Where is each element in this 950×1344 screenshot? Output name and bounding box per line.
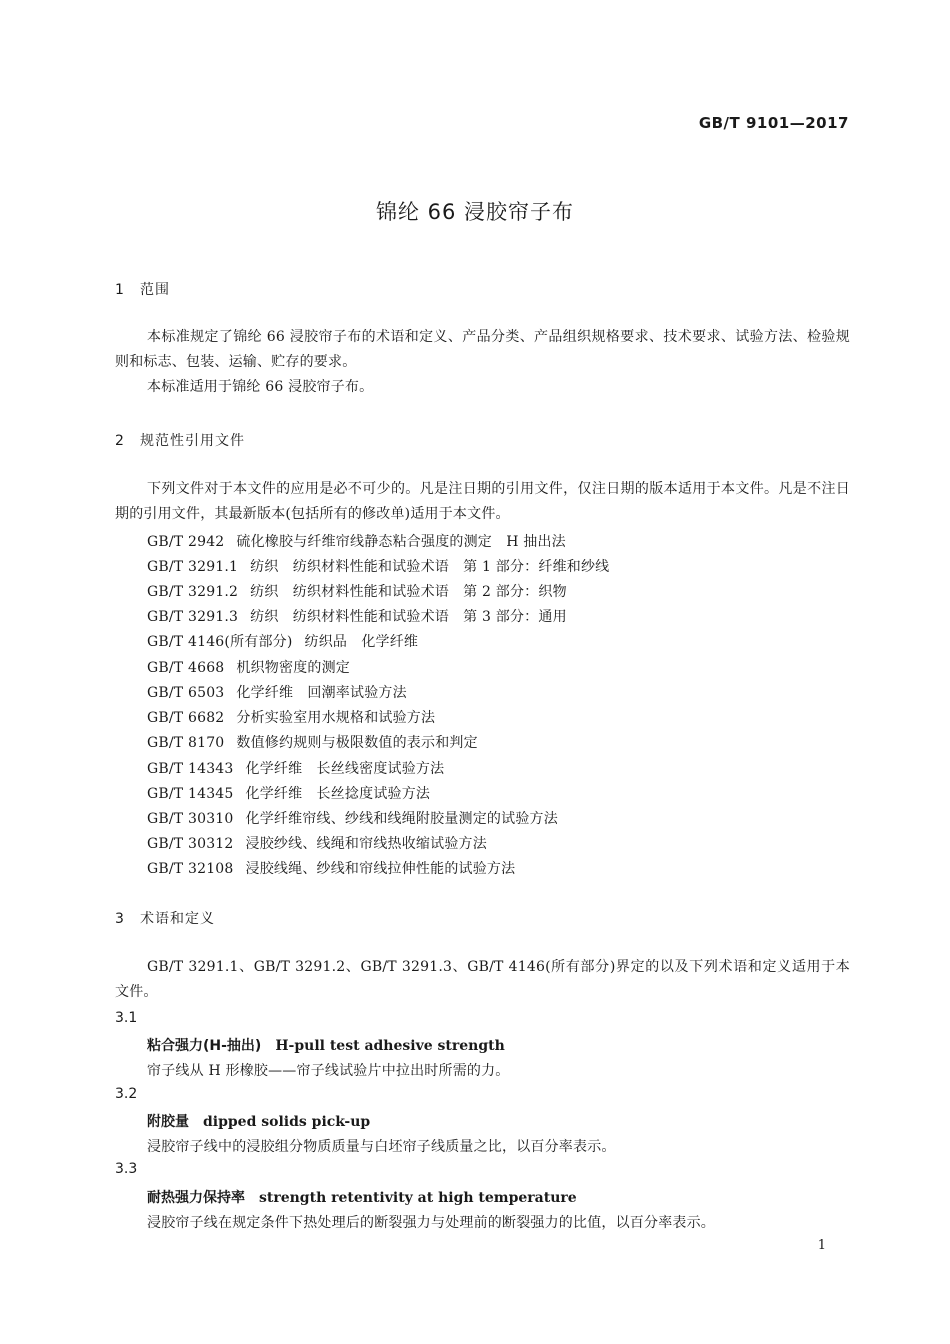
reference-code: GB/T 4146(所有部分)	[147, 634, 293, 650]
reference-title: 化学纤维 长丝线密度试验方法	[245, 761, 445, 777]
section-1-paragraph-1: 本标准规定了锦纶 66 浸胶帘子布的术语和定义、产品分类、产品组织规格要求、技术要求、试验方法、检验规则和标志、包装、运输、贮存的要求。	[115, 329, 850, 370]
reference-code: GB/T 14345	[147, 786, 234, 802]
reference-item	[147, 783, 430, 803]
section-title: 术语和定义	[140, 911, 215, 927]
term-title	[147, 1111, 370, 1131]
reference-code: GB/T 3291.1	[147, 559, 239, 575]
section-title: 范围	[140, 282, 170, 298]
page-number: 1	[817, 1238, 826, 1253]
reference-item	[147, 833, 487, 853]
reference-item	[147, 606, 567, 626]
reference-code: GB/T 30310	[147, 811, 234, 827]
term-number: 3.2	[115, 1086, 138, 1102]
reference-item	[147, 682, 407, 702]
term-definition: 浸胶帘子线中的浸胶组分物质质量与白坯帘子线质量之比，以百分率表示。	[147, 1139, 616, 1155]
reference-code: GB/T 2942	[147, 534, 225, 550]
reference-title: 数值修约规则与极限数值的表示和判定	[236, 735, 478, 751]
document-title: 锦纶 66 浸胶帘子布	[375, 200, 575, 224]
section-number: 2	[115, 433, 125, 449]
reference-title: 纺织 纺织材料性能和试验术语 第 3 部分：通用	[250, 609, 567, 625]
reference-item	[147, 858, 515, 878]
reference-item	[147, 531, 566, 551]
term-zh: 粘合强力(H-抽出)	[147, 1038, 262, 1054]
section-number: 1	[115, 282, 125, 298]
reference-item	[147, 758, 444, 778]
term-number: 3.1	[115, 1010, 138, 1026]
reference-item	[147, 732, 478, 752]
term-zh: 附胶量	[147, 1114, 189, 1130]
reference-code: GB/T 4668	[147, 660, 225, 676]
reference-code: GB/T 3291.3	[147, 609, 239, 625]
reference-item	[147, 808, 558, 828]
reference-item	[147, 631, 418, 651]
reference-item	[147, 707, 435, 727]
term-zh: 耐热强力保持率	[147, 1190, 245, 1206]
section-title: 规范性引用文件	[140, 433, 245, 449]
term-en: H-pull test adhesive strength	[275, 1038, 505, 1054]
term-title	[147, 1035, 505, 1055]
reference-item	[147, 556, 609, 576]
reference-title: 浸胶纱线、线绳和帘线热收缩试验方法	[245, 836, 487, 852]
term-en: strength retentivity at high temperature	[259, 1190, 577, 1206]
reference-title: 机织物密度的测定	[236, 660, 351, 676]
reference-title: 纺织品 化学纤维	[304, 634, 419, 650]
section-2-intro: 下列文件对于本文件的应用是必不可少的。凡是注日期的引用文件，仅注日期的版本适用于本文件。凡是不注日期的引用文件，其最新版本(包括所有的修改单)适用于本文件。	[115, 481, 850, 522]
reference-title: 化学纤维帘线、纱线和线绳附胶量测定的试验方法	[245, 811, 558, 827]
reference-code: GB/T 14343	[147, 761, 234, 777]
section-2-heading	[115, 430, 245, 450]
reference-title: 化学纤维 长丝捻度试验方法	[245, 786, 431, 802]
reference-item	[147, 581, 567, 601]
term-number: 3.3	[115, 1161, 138, 1177]
reference-item	[147, 657, 350, 677]
term-en: dipped solids pick-up	[203, 1114, 371, 1130]
reference-title: 纺织 纺织材料性能和试验术语 第 2 部分：织物	[250, 584, 567, 600]
reference-code: GB/T 8170	[147, 735, 225, 751]
reference-code: GB/T 32108	[147, 861, 234, 877]
reference-code: GB/T 3291.2	[147, 584, 239, 600]
section-3-heading	[115, 908, 215, 928]
section-number: 3	[115, 911, 125, 927]
reference-code: GB/T 30312	[147, 836, 234, 852]
reference-title: 硫化橡胶与纤维帘线静态粘合强度的测定 H 抽出法	[236, 534, 566, 550]
term-definition: 帘子线从 H 形橡胶——帘子线试验片中拉出时所需的力。	[147, 1063, 510, 1079]
reference-code: GB/T 6682	[147, 710, 225, 726]
section-1-heading	[115, 279, 170, 299]
reference-title: 化学纤维 回潮率试验方法	[236, 685, 407, 701]
term-definition: 浸胶帘子线在规定条件下热处理后的断裂强力与处理前的断裂强力的比值，以百分率表示。	[147, 1215, 715, 1231]
reference-title: 分析实验室用水规格和试验方法	[236, 710, 436, 726]
section-3-intro: GB/T 3291.1、GB/T 3291.2、GB/T 3291.3、GB/T 4146(所有部分)界定的以及下列术语和定义适用于本文件。	[115, 959, 850, 1000]
reference-title: 纺织 纺织材料性能和试验术语 第 1 部分：纤维和纱线	[250, 559, 610, 575]
reference-code: GB/T 6503	[147, 685, 225, 701]
section-1-paragraph-2: 本标准适用于锦纶 66 浸胶帘子布。	[147, 379, 374, 395]
term-title	[147, 1187, 577, 1207]
standard-code: GB/T 9101—2017	[698, 114, 849, 132]
reference-title: 浸胶线绳、纱线和帘线拉伸性能的试验方法	[245, 861, 516, 877]
